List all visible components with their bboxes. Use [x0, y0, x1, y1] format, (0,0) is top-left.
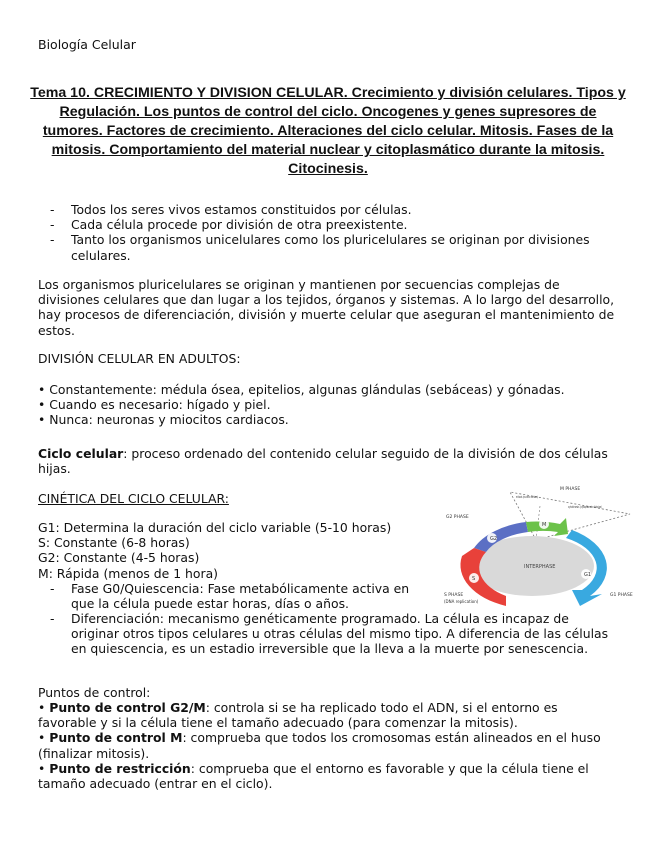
- g1-segment-label: G1: [584, 572, 592, 578]
- definition-text: : proceso ordenado del contenido celular seguido de la división de dos células hijas.: [38, 446, 608, 477]
- checkpoint-term: Punto de control M: [49, 730, 183, 746]
- checkpoints-heading: Puntos de control:: [38, 685, 151, 700]
- m-phase-label: M PHASE: [560, 487, 581, 492]
- intro-paragraph: Los organismos pluricelulares se originan y mantienen por secuencias complejas de divisiones celulares que dan lugar a los tejidos, órganos y sistemas. A lo largo del desarrollo, hay procesos de diferenciación, división y muerte celular que aseguran el mantenimiento de estos.: [38, 277, 615, 338]
- s-phase-label: S PHASE: [444, 593, 464, 598]
- page-title: Tema 10. CRECIMIENTO Y DIVISION CELULAR. Crecimiento y división celulares. Tipos y Regulación. Los puntos de control del ciclo. Oncogenes y genes supresores de tumores. Factores de crecimiento. Alteraciones del ciclo celular. Mitosis. Fases de la mitosis. Comportamiento del material nuclear y citoplasmático durante la mitosis. Citocinesis.: [30, 85, 626, 177]
- list-item: M: Rápida (menos de 1 hora): [38, 565, 218, 581]
- kinetics-heading: CINÉTICA DEL CICLO CELULAR:: [38, 491, 229, 506]
- kinetics-sublist-a: [50, 581, 422, 611]
- mitosis-label: mitosis (nuclear division): [516, 495, 539, 499]
- list-item: - Diferenciación: mecanismo genéticamente programado. La célula es incapaz de originar otros tipos celulares u otras células del mismo tipo. A diferencia de las células en quiescencia, es un estadio irreversible que la lleva a la muerte por senescencia.: [50, 611, 616, 657]
- checkpoints-list: [38, 700, 618, 791]
- cytokinesis-label: cytokinesis (cytoplasmic division): [568, 505, 603, 509]
- intro-bullet-list: [50, 202, 620, 263]
- cell-cycle-definition: [38, 446, 618, 476]
- list-item: - Cada célula procede por división de otra preexistente.: [50, 217, 620, 232]
- list-item: G1: Determina la duración del ciclo variable (5-10 horas): [38, 520, 392, 535]
- adult-division-list: [38, 382, 618, 428]
- g2-phase-label: G2 PHASE: [446, 515, 469, 520]
- checkpoint-item: • Punto de control G2/M: controla si se ha replicado todo el ADN, si el entorno es favorable y si la célula tiene el tamaño adecuado (para comenzar la mitosis).: [38, 700, 558, 731]
- checkpoint-term: Punto de control G2/M: [49, 700, 206, 715]
- cell-cycle-diagram: [440, 478, 640, 610]
- list-item: G2: Constante (4-5 horas): [38, 550, 200, 566]
- checkpoint-term: Punto de restricción: [49, 760, 191, 776]
- checkpoint-item: • Punto de restricción: comprueba que el entorno es favorable y que la célula tiene el tamaño adecuado (entrar en el ciclo).: [38, 760, 589, 792]
- list-item: - Fase G0/Quiescencia: Fase metabólicamente activa en que la célula puede estar horas, días o años.: [50, 581, 422, 611]
- s-segment-label: S: [472, 576, 476, 582]
- page-header: Biología Celular: [38, 37, 136, 52]
- checkpoint-item: • Punto de control M: comprueba que todos los cromosomas están alineados en el huso (finalizar mitosis).: [38, 730, 601, 761]
- list-item: • Constantemente: médula ósea, epitelios, algunas glándulas (sebáceas) y gónadas.: [38, 382, 618, 397]
- list-item: - Tanto los organismos unicelulares como los pluricelulares se originan por divisiones celulares.: [50, 232, 620, 262]
- g1-phase-label: G1 PHASE: [610, 593, 633, 598]
- interphase-label: INTERPHASE: [524, 564, 556, 570]
- adult-division-heading: DIVISIÓN CELULAR EN ADULTOS:: [38, 351, 241, 366]
- definition-term: Ciclo celular: [38, 446, 124, 461]
- m-segment-label: M: [542, 522, 547, 528]
- kinetics-sublist-b: [50, 611, 616, 657]
- s-phase-sublabel: (DNA replication): [444, 599, 479, 604]
- g2-segment-label: G2: [490, 536, 498, 542]
- list-item: • Cuando es necesario: hígado y piel.: [38, 397, 618, 412]
- list-item: S: Constante (6-8 horas): [38, 535, 190, 551]
- list-item: • Nunca: neuronas y miocitos cardiacos.: [38, 412, 618, 427]
- list-item: - Todos los seres vivos estamos constituidos por células.: [50, 202, 620, 217]
- kinetics-list: [38, 520, 438, 581]
